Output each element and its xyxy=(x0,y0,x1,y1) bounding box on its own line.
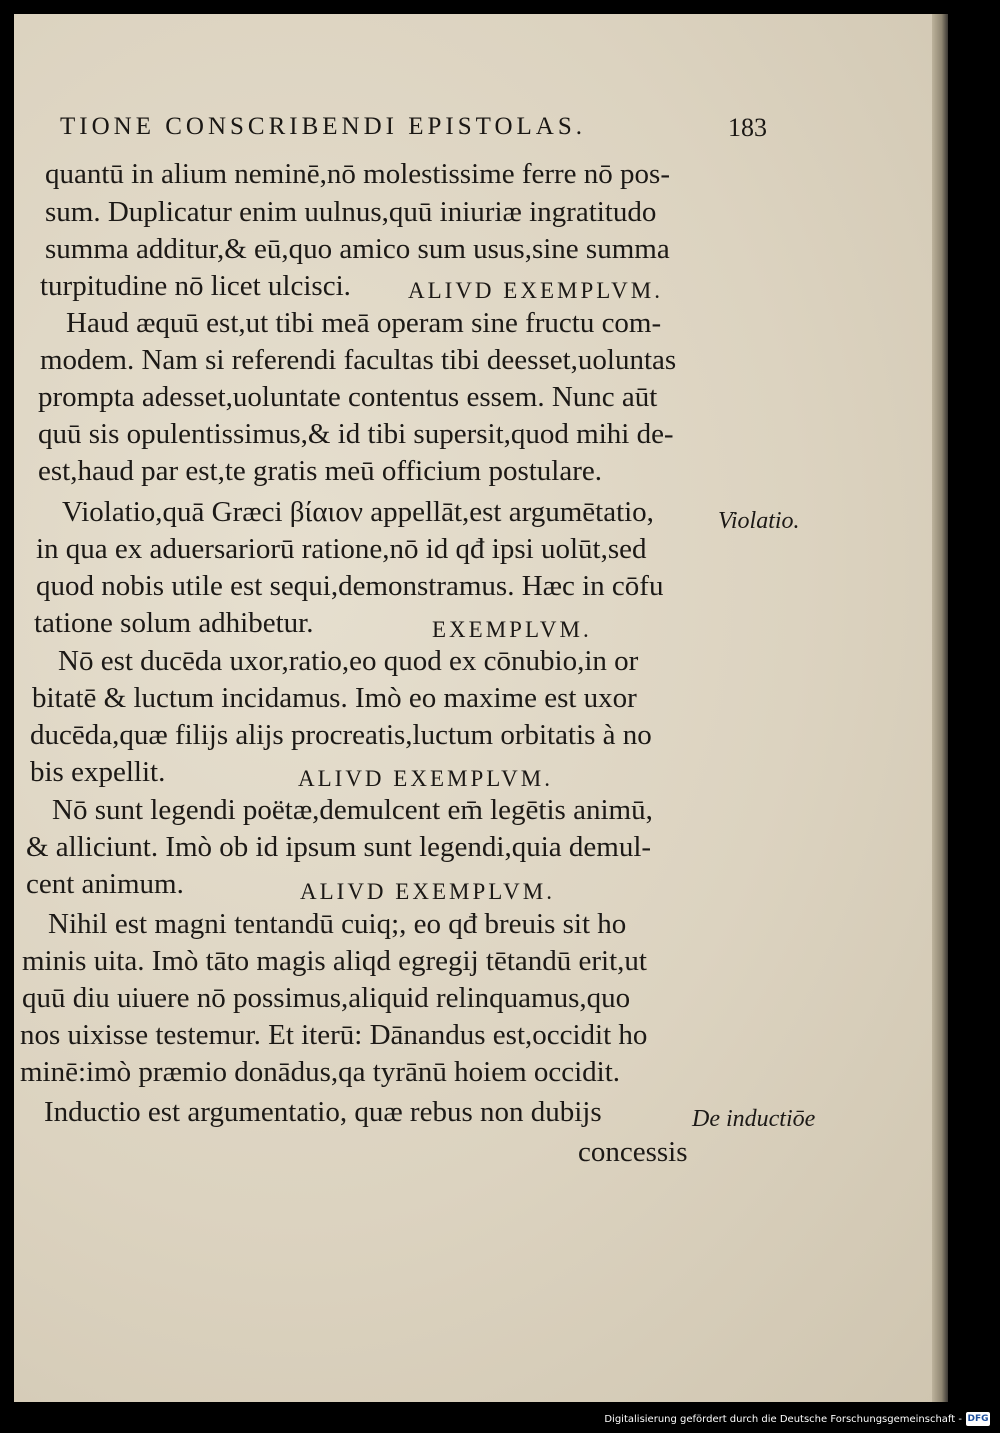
text-line: Nihil est magni tentandū cuiq;, eo qđ breuis sit ho xyxy=(48,908,627,940)
text-line: cent animum. xyxy=(26,868,184,900)
digitization-credit: Digitalisierung gefördert durch die Deutsche Forschungsgemeinschaft - xyxy=(604,1414,962,1425)
text-line: in qua ex aduersariorū ratione,nō id qđ ipsi uolūt,sed xyxy=(36,533,647,565)
folio-number: 183 xyxy=(728,113,767,142)
section-heading: EXEMPLVM. xyxy=(432,617,592,642)
text-line: quū sis opulentissimus,& id tibi supersit,quod mihi de- xyxy=(38,418,674,450)
text-line: quū diu uiuere nō possimus,aliquid relinquamus,quo xyxy=(22,982,631,1014)
text-line: nos uixisse testemur. Et iterū: Dānandus est,occidit ho xyxy=(20,1019,648,1051)
text-line: est,haud par est,te gratis meū officium postulare. xyxy=(38,455,602,487)
text-line: turpitudine nō licet ulcisci. xyxy=(40,270,351,302)
text-line: bis expellit. xyxy=(30,756,166,788)
text-line: sum. Duplicatur enim uulnus,quū iniuriæ ingratitudo xyxy=(45,196,657,228)
text-line: Nō est ducēda uxor,ratio,eo quod ex cōnubio,in or xyxy=(58,645,639,677)
text-line: modem. Nam si referendi facultas tibi deesset,uoluntas xyxy=(40,344,677,376)
text-line: Inductio est argumentatio, quæ rebus non dubijs xyxy=(44,1096,602,1128)
text-line: Haud æquū est,ut tibi meā operam sine fructu com- xyxy=(66,307,662,339)
margin-note-violatio: Violatio. xyxy=(718,508,800,534)
text-line: quantū in alium neminē,nō molestissime ferre nō pos- xyxy=(45,158,670,190)
dfg-logo: DFG xyxy=(967,1414,989,1424)
text-line: minē:imò præmio donādus,qa tyrānū hoiem occidit. xyxy=(20,1056,621,1088)
catchword: concessis xyxy=(578,1136,688,1168)
text-line: bitatē & luctum incidamus. Imò eo maxime est uxor xyxy=(32,682,637,714)
text-line: & alliciunt. Imò ob id ipsum sunt legendi,quia demul- xyxy=(26,831,652,863)
running-head-title: TIONE CONSCRIBENDI EPISTOLAS. xyxy=(60,113,586,140)
margin-note-inductione: De inductiōe xyxy=(692,1106,816,1132)
text-line: minis uita. Imò tāto magis aliqd egregij tētandū erit,ut xyxy=(22,945,647,977)
section-heading: ALIVD EXEMPLVM. xyxy=(298,766,553,791)
text-line: Nō sunt legendi poëtæ,demulcent em̄ legētis animū, xyxy=(52,794,653,826)
section-heading: ALIVD EXEMPLVM. xyxy=(408,278,663,303)
page-gutter xyxy=(932,14,948,1402)
text-line: ducēda,quæ filijs alijs procreatis,luctum orbitatis à no xyxy=(30,719,652,751)
text-line: quod nobis utile est sequi,demonstramus. Hæc in cōfu xyxy=(36,570,664,602)
text-line: prompta adesset,uoluntate contentus essem. Nunc aūt xyxy=(38,381,658,413)
section-heading: ALIVD EXEMPLVM. xyxy=(300,879,555,904)
text-line: Violatio,quā Græci βίαιον appellāt,est argumētatio, xyxy=(62,496,654,528)
text-line: summa additur,& eū,quo amico sum usus,sine summa xyxy=(45,233,670,265)
text-line: tatione solum adhibetur. xyxy=(34,607,314,639)
